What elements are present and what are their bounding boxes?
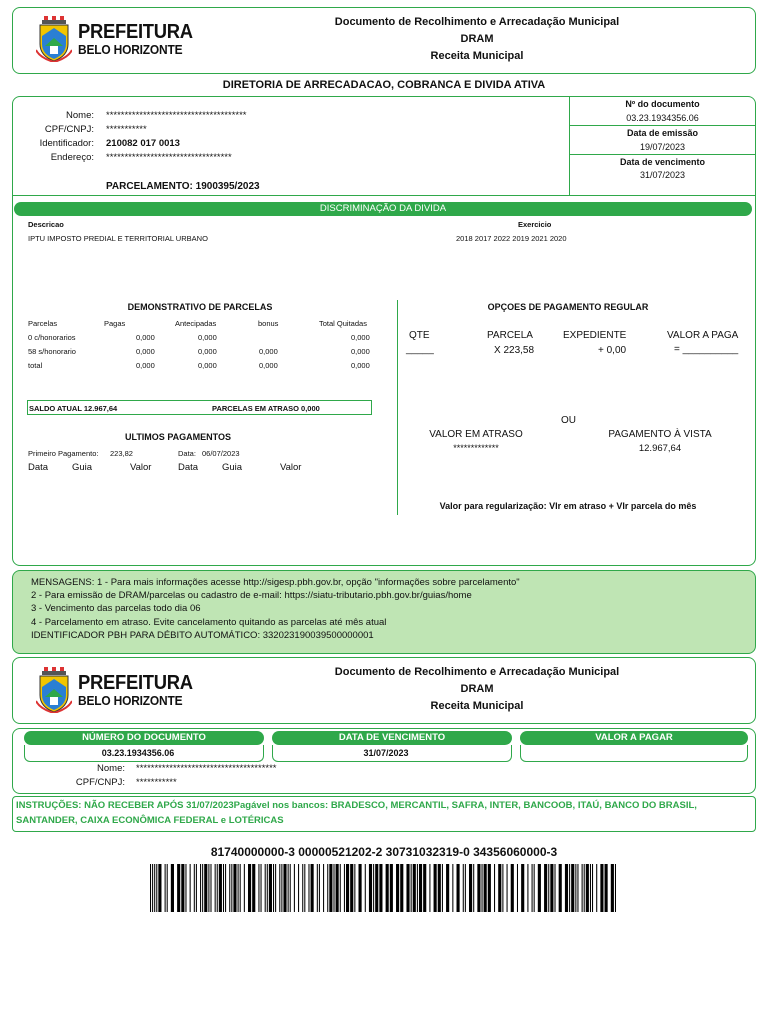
cell-pagas: 0,000 [136, 361, 155, 370]
barcode-bar [190, 864, 191, 912]
col-guia-1: Guia [72, 462, 93, 473]
barcode-bar [532, 864, 533, 912]
stub-nome-value: ************************************** [136, 763, 277, 774]
barcode-bar [194, 864, 195, 912]
data-label: Data: [178, 449, 196, 458]
identificador-debito: IDENTIFICADOR PBH PARA DÉBITO AUTOMÁTICO: 332023190039500000001 [31, 629, 374, 641]
identificador-value: 210082 017 0013 [106, 138, 180, 149]
parcelas-em-atraso: PARCELAS EM ATRASO 0,000 [212, 404, 320, 413]
barcode-bar [319, 864, 320, 912]
barcode-bar [538, 864, 541, 912]
cell-bonus: 0,000 [259, 361, 278, 370]
cell-parcelas: total [28, 361, 43, 370]
barcode-bar [258, 864, 259, 912]
qte-value: _____ [406, 344, 434, 355]
barcode-bar [344, 864, 345, 912]
endereco-value: ********************************** [106, 152, 232, 163]
vencimento-label: Data de vencimento [619, 157, 706, 167]
parcelamento-number: PARCELAMENTO: 1900395/2023 [106, 181, 260, 192]
barcode-bar [196, 864, 197, 912]
barcode-bar [469, 864, 472, 912]
mensagem-2: 2 - Para emissão de DRAM/parcelas ou cadastro de e-mail: https://siatu-tributario.pbh.gov.br/guias/home [31, 590, 472, 602]
barcode-bar [534, 864, 535, 912]
stub-numero-documento: 03.23.1934356.06 [101, 748, 175, 758]
col-header-parcelas: Parcelas [28, 319, 58, 328]
barcode-bar [311, 864, 314, 912]
cell-total: 0,000 [351, 361, 370, 370]
barcode-bar [298, 864, 299, 912]
barcode-bar [544, 864, 547, 912]
barcode-bar [575, 864, 576, 912]
barcode-bar [465, 864, 466, 912]
coat-of-arms-icon [36, 667, 72, 713]
data-value: 06/07/2023 [202, 449, 240, 458]
barcode-bar [419, 864, 422, 912]
barcode-bar [373, 864, 374, 912]
barcode-bar [375, 864, 378, 912]
cell-antecipadas: 0,000 [198, 361, 217, 370]
primeiro-pagamento-label: Primeiro Pagamento: [28, 449, 99, 458]
barcode-bar [238, 864, 239, 912]
endereco-label: Endereço: [50, 152, 94, 163]
barcode-bar [329, 864, 332, 912]
discriminacao-bar: DISCRIMINAÇÃO DA DIVIDA [14, 202, 752, 216]
barcode-bar [521, 864, 524, 912]
exercicio-header: Exercicio [518, 220, 552, 229]
valor-a-pagar-bar: VALOR A PAGAR [520, 731, 748, 745]
barcode-bar [225, 864, 226, 912]
doc-number-value: 03.23.1934356.06 [626, 113, 699, 123]
logo-line-2: BELO HORIZONTE [78, 42, 183, 57]
document-title: Documento de Recolhimento e Arrecadação Municipal [334, 16, 620, 28]
barcode-bar [288, 864, 289, 912]
barcode-bar [323, 864, 324, 912]
barcode-bar [590, 864, 591, 912]
barcode-bar [267, 864, 268, 912]
barcode-bar [586, 864, 589, 912]
barcode-bar [365, 864, 366, 912]
vencimento-value: 31/07/2023 [639, 170, 686, 180]
barcode-bar [275, 864, 276, 912]
mensagem-1: MENSAGENS: 1 - Para mais informações acesse http://sigesp.pbh.gov.br, opção "informações sobre parcelamento" [31, 577, 520, 588]
barcode-bar [327, 864, 328, 912]
barcode-bar [240, 864, 241, 912]
col-header-total: Total Quitadas [319, 319, 367, 328]
barcode-bar [550, 864, 553, 912]
barcode-bar [350, 864, 353, 912]
barcode-bar [208, 864, 209, 912]
barcode-bar [605, 864, 608, 912]
directorate-title: DIRETORIA DE ARRECADACAO, COBRANCA E DIVIDA ATIVA [222, 79, 546, 91]
barcode-bar [498, 864, 501, 912]
col-valor-1: Valor [130, 462, 152, 473]
barcode-bar [229, 864, 230, 912]
numero-documento-bar: NÚMERO DO DOCUMENTO [24, 731, 264, 745]
document-subtitle-receita: Receita Municipal [430, 50, 524, 62]
barcode-bar [413, 864, 416, 912]
barcode-bar [527, 864, 528, 912]
barcode-bar [171, 864, 174, 912]
linha-digitavel: 81740000000-3 00000521202-2 30731032319-0 34356060000-3 [210, 845, 558, 859]
opcoes-title: OPÇOES DE PAGAMENTO REGULAR [487, 302, 649, 312]
barcode-bar [482, 864, 483, 912]
barcode-bar [158, 864, 161, 912]
barcode-bar [446, 864, 449, 912]
cell-antecipadas: 0,000 [198, 333, 217, 342]
cell-antecipadas: 0,000 [198, 347, 217, 356]
barcode-bar [215, 864, 216, 912]
document-subtitle-dram: DRAM [460, 683, 494, 695]
logo-line-1: PREFEITURA [78, 672, 193, 694]
primeiro-pagamento-value: 223,82 [110, 449, 133, 458]
stub-cpf-label: CPF/CNPJ: [75, 777, 125, 788]
barcode-bar [577, 864, 578, 912]
cell-parcelas: 0 c/honorarios [28, 333, 76, 342]
document-subtitle-dram: DRAM [460, 33, 494, 45]
barcode-bar [411, 864, 412, 912]
barcode-bar [406, 864, 409, 912]
barcode-bar [369, 864, 372, 912]
col-data-1: Data [28, 462, 49, 473]
col-header-antecipadas: Antecipadas [175, 319, 217, 328]
pagamento-a-vista-label: PAGAMENTO À VISTA [608, 429, 712, 440]
barcode-bar [457, 864, 460, 912]
barcode-bar [150, 864, 151, 912]
barcode-bar [488, 864, 491, 912]
barcode-bar [265, 864, 266, 912]
barcode-bar [304, 864, 305, 912]
barcode-bar [502, 864, 503, 912]
barcode-bar [600, 864, 603, 912]
document-title: Documento de Recolhimento e Arrecadação Municipal [334, 666, 620, 678]
barcode-bar [390, 864, 393, 912]
data-vencimento-bar: DATA DE VENCIMENTO [272, 731, 512, 745]
barcode-bar [507, 864, 508, 912]
barcode-bar [333, 864, 334, 912]
barcode-bar [177, 864, 180, 912]
barcode-bar [252, 864, 255, 912]
barcode-bar [308, 864, 309, 912]
cell-pagas: 0,000 [136, 333, 155, 342]
barcode-bar [379, 864, 382, 912]
barcode-bar [156, 864, 157, 912]
ultimos-pagamentos-title: ULTIMOS PAGAMENTOS [124, 432, 231, 442]
barcode-bar [571, 864, 574, 912]
col-valor-2: Valor [280, 462, 302, 473]
barcode-bar [400, 864, 403, 912]
barcode-bar [261, 864, 262, 912]
barcode-bar [386, 864, 389, 912]
barcode-bar [281, 864, 282, 912]
barcode-bar [592, 864, 593, 912]
barcode-bar [302, 864, 303, 912]
barcode-bar [559, 864, 562, 912]
barcode-bar [473, 864, 474, 912]
descricao-header: Descricao [28, 220, 64, 229]
instrucoes-line-2: SANTANDER, CAIXA ECONÔMICA FEDERAL e LOTÉRICAS [16, 815, 284, 826]
barcode-bar [273, 864, 274, 912]
cell-parcelas: 58 s/honorario [28, 347, 76, 356]
barcode-bar [423, 864, 426, 912]
nome-value: ************************************** [106, 110, 247, 121]
barcode-bar [417, 864, 418, 912]
barcode-bar [210, 864, 211, 912]
barcode-bar [290, 864, 291, 912]
barcode-bar [615, 864, 616, 912]
barcode-bar [231, 864, 232, 912]
logo-line-2: BELO HORIZONTE [78, 693, 183, 708]
barcode-bar [283, 864, 286, 912]
barcode-bar [152, 864, 153, 912]
barcode-bar [442, 864, 443, 912]
barcode-icon [150, 864, 616, 912]
barcode-bar [154, 864, 155, 912]
barcode-bar [582, 864, 583, 912]
barcode-bar [248, 864, 251, 912]
barcode-bar [165, 864, 166, 912]
expediente-label: EXPEDIENTE [563, 330, 627, 341]
col-data-2: Data [178, 462, 199, 473]
section-divider [397, 300, 398, 515]
col-guia-2: Guia [222, 462, 243, 473]
barcode-bar [517, 864, 518, 912]
barcode-bar [279, 864, 280, 912]
barcode-bar [244, 864, 245, 912]
regularizacao-note: Valor para regularização: Vlr em atraso + Vlr parcela do mês [439, 501, 697, 511]
qte-label: QTE [409, 330, 430, 341]
prefeitura-logo-stub [36, 667, 203, 713]
stub-nome-label: Nome: [97, 763, 125, 774]
emissao-label: Data de emissão [626, 128, 699, 138]
valor-a-pagar-value: = __________ [674, 344, 739, 355]
cpf-value: *********** [106, 124, 147, 135]
barcode-bar [463, 864, 464, 912]
instrucoes-line-1: INSTRUÇÕES: NÃO RECEBER APÓS 31/07/2023Pagável nos bancos: BRADESCO, MERCANTIL, SAFRA, INTER, BANCOOB, ITAÚ, BANCO DO BRASIL, [16, 800, 697, 811]
saldo-atual: SALDO ATUAL 12.967,64 [29, 404, 118, 413]
barcode-bar [434, 864, 437, 912]
col-header-pagas: Pagas [104, 319, 126, 328]
coat-of-arms-icon [36, 16, 72, 62]
doc-number-label: Nº do documento [625, 99, 700, 109]
exercicio-value: 2018 2017 2022 2019 2021 2020 [456, 234, 567, 243]
cell-bonus: 0,000 [259, 347, 278, 356]
barcode-bar [200, 864, 201, 912]
barcode-bar [317, 864, 318, 912]
barcode-bar [269, 864, 272, 912]
valor-em-atraso-value: ************* [453, 443, 499, 453]
mensagem-4: 4 - Parcelamento em atraso. Evite cancelamento quitando as parcelas até mês atual [31, 616, 387, 628]
demonstrativo-title: DEMONSTRATIVO DE PARCELAS [127, 302, 273, 312]
barcode-bar [584, 864, 585, 912]
expediente-value: + 0,00 [598, 345, 627, 356]
barcode-bar [181, 864, 184, 912]
barcode-bar [185, 864, 186, 912]
barcode-bar [548, 864, 549, 912]
barcode-bar [346, 864, 349, 912]
stub-cpf-value: *********** [136, 777, 177, 788]
barcode-bar [217, 864, 218, 912]
barcode-bar [569, 864, 570, 912]
pagamento-a-vista-value: 12.967,64 [638, 443, 682, 454]
nome-label: Nome: [66, 110, 94, 121]
document-subtitle-receita: Receita Municipal [430, 700, 524, 712]
prefeitura-logo [36, 16, 203, 62]
barcode-bar [202, 864, 203, 912]
valor-a-pagar-label: VALOR A PAGA [667, 330, 739, 341]
barcode-bar [452, 864, 453, 912]
descricao-value: IPTU IMPOSTO PREDIAL E TERRITORIAL URBANO [28, 234, 208, 243]
cell-total: 0,000 [351, 347, 370, 356]
stub-data-vencimento: 31/07/2023 [363, 748, 409, 758]
barcode-bar [204, 864, 207, 912]
barcode-bar [233, 864, 236, 912]
barcode-bar [396, 864, 399, 912]
barcode-bar [438, 864, 441, 912]
barcode-bar [494, 864, 495, 912]
cell-total: 0,000 [351, 333, 370, 342]
ou-label: OU [561, 415, 576, 426]
barcode-bar [565, 864, 568, 912]
barcode-bar [484, 864, 487, 912]
barcode-bar [219, 864, 222, 912]
barcode-bar [596, 864, 597, 912]
barcode-bar [336, 864, 339, 912]
cell-pagas: 0,000 [136, 347, 155, 356]
barcode-bar [354, 864, 355, 912]
barcode-bar [340, 864, 341, 912]
barcode-bar [511, 864, 514, 912]
barcode-bar [477, 864, 480, 912]
logo-line-1: PREFEITURA [78, 21, 193, 43]
parcela-value: X 223,58 [494, 345, 535, 356]
valor-em-atraso-label: VALOR EM ATRASO [429, 429, 523, 440]
barcode-bar [429, 864, 430, 912]
emissao-value: 19/07/2023 [639, 142, 686, 152]
col-header-bonus: bonus [258, 319, 279, 328]
barcode-bar [223, 864, 224, 912]
barcode-bar [359, 864, 362, 912]
cpf-label: CPF/CNPJ: [44, 124, 94, 135]
barcode-bar [611, 864, 614, 912]
mensagem-3: 3 - Vencimento das parcelas todo dia 06 [31, 603, 201, 615]
barcode-bar [554, 864, 555, 912]
barcode-bar [294, 864, 295, 912]
identificador-label: Identificador: [39, 138, 94, 149]
parcela-label: PARCELA [487, 330, 533, 341]
barcode-bar [167, 864, 168, 912]
